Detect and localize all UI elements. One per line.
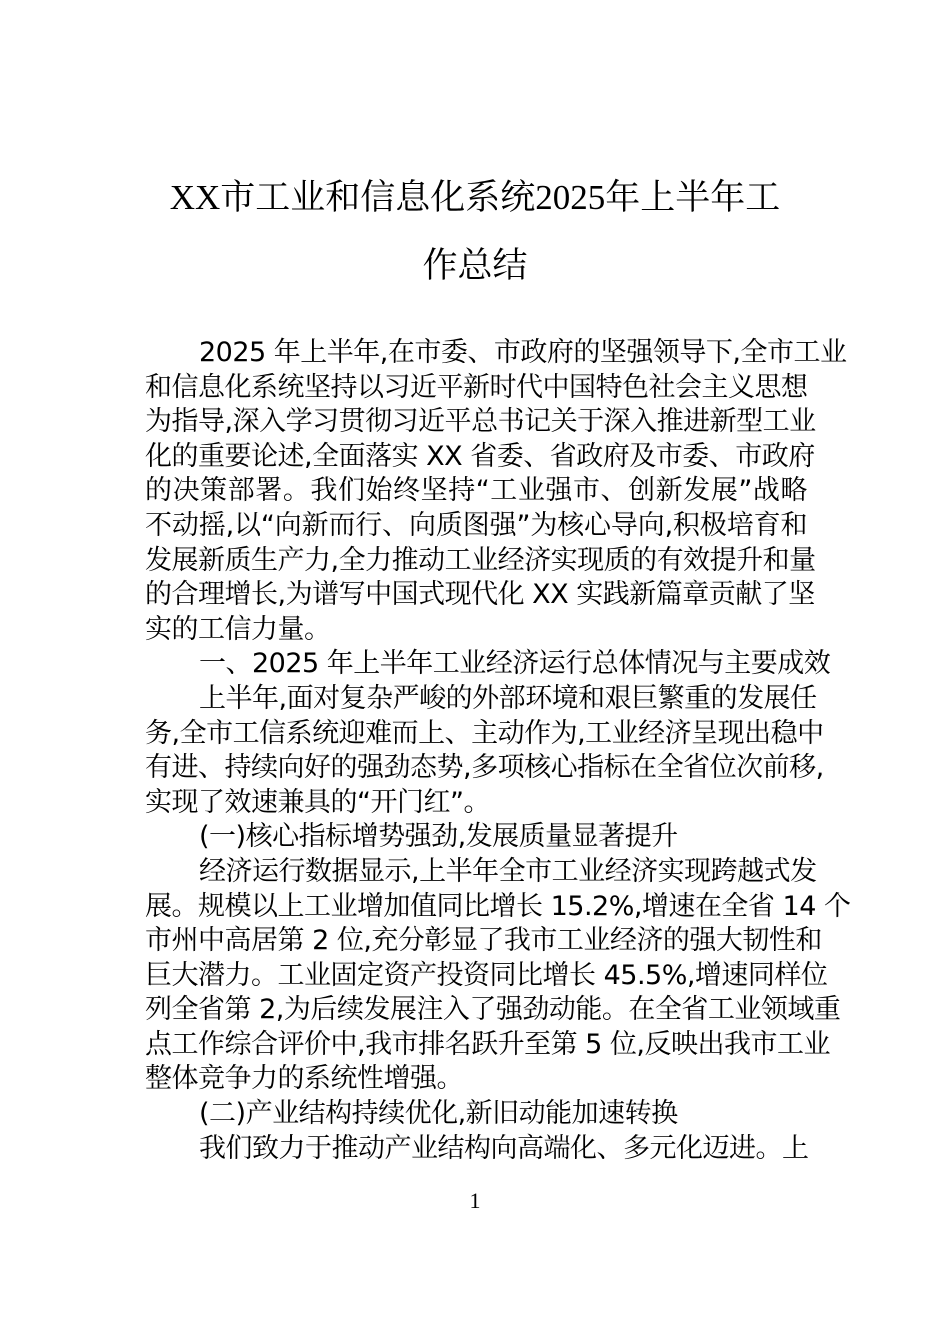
- text-line: 一、2025 年上半年工业经济运行总体情况与主要成效: [199, 648, 831, 680]
- text-line: 2025 年上半年,在市委、市政府的坚强领导下,全市工业: [199, 337, 847, 368]
- paragraph: [145, 1132, 807, 1167]
- paragraph: [145, 855, 851, 1097]
- paragraph: [145, 1097, 807, 1132]
- text-line: 化的重要论述,全面落实 XX 省委、省政府及市委、市政府: [145, 440, 815, 472]
- paragraph: [145, 820, 807, 855]
- text-line: 巨大潜力。工业固定资产投资同比增长 45.5%,增速同样位: [145, 959, 828, 991]
- text-line: 的合理增长,为谱写中国式现代化 XX 实践新篇章贡献了坚: [145, 579, 815, 611]
- text-line: 整体竞争力的系统性增强。: [145, 1063, 463, 1095]
- document-title-line-1: XX市工业和信息化系统2025年上半年工: [169, 178, 781, 217]
- text-line: 市州中高居第 2 位,充分彰显了我市工业经济的强大韧性和: [145, 925, 822, 957]
- page-number: 1: [469, 1188, 481, 1213]
- text-line: 实的工信力量。: [145, 613, 331, 645]
- document-body: [145, 336, 851, 1166]
- text-line: (二)产业结构持续优化,新旧动能加速转换: [199, 1098, 678, 1130]
- text-line: 发展新质生产力,全力推动工业经济实现质的有效提升和量: [145, 544, 816, 576]
- text-line: 展。规模以上工业增加值同比增长 15.2%,增速在全省 14 个: [145, 890, 851, 922]
- text-line: 为指导,深入学习贯彻习近平总书记关于深入推进新型工业: [145, 406, 816, 438]
- text-line: 有进、持续向好的强劲态势,多项核心指标在全省位次前移,: [145, 752, 824, 784]
- text-line: 点工作综合评价中,我市排名跃升至第 5 位,反映出我市工业: [145, 1028, 831, 1060]
- text-line: 实现了效速兼具的“开门红”。: [145, 786, 490, 818]
- paragraph: [145, 336, 847, 647]
- paragraph: [145, 647, 831, 682]
- text-line: 务,全市工信系统迎难而上、主动作为,工业经济呈现出稳中: [145, 717, 824, 749]
- text-line: 上半年,面对复杂严峻的外部环境和艰巨繁重的发展任: [199, 682, 817, 714]
- text-line: 我们致力于推动产业结构向高端化、多元化迈进。上: [199, 1132, 809, 1164]
- text-line: 经济运行数据显示,上半年全市工业经济实现跨越式发: [199, 855, 817, 887]
- text-line: 和信息化系统坚持以习近平新时代中国特色社会主义思想: [145, 371, 808, 403]
- text-line: 列全省第 2,为后续发展注入了强劲动能。在全省工业领域重: [145, 994, 841, 1026]
- text-line: (一)核心指标增势强劲,发展质量显著提升: [199, 821, 678, 853]
- paragraph: [145, 682, 824, 820]
- document-title-line-2: 作总结: [422, 246, 528, 285]
- text-line: 不动摇,以“向新而行、向质图强”为核心导向,积极培育和: [145, 509, 807, 541]
- text-line: 的决策部署。我们始终坚持“工业强市、创新发展”战略: [145, 475, 807, 507]
